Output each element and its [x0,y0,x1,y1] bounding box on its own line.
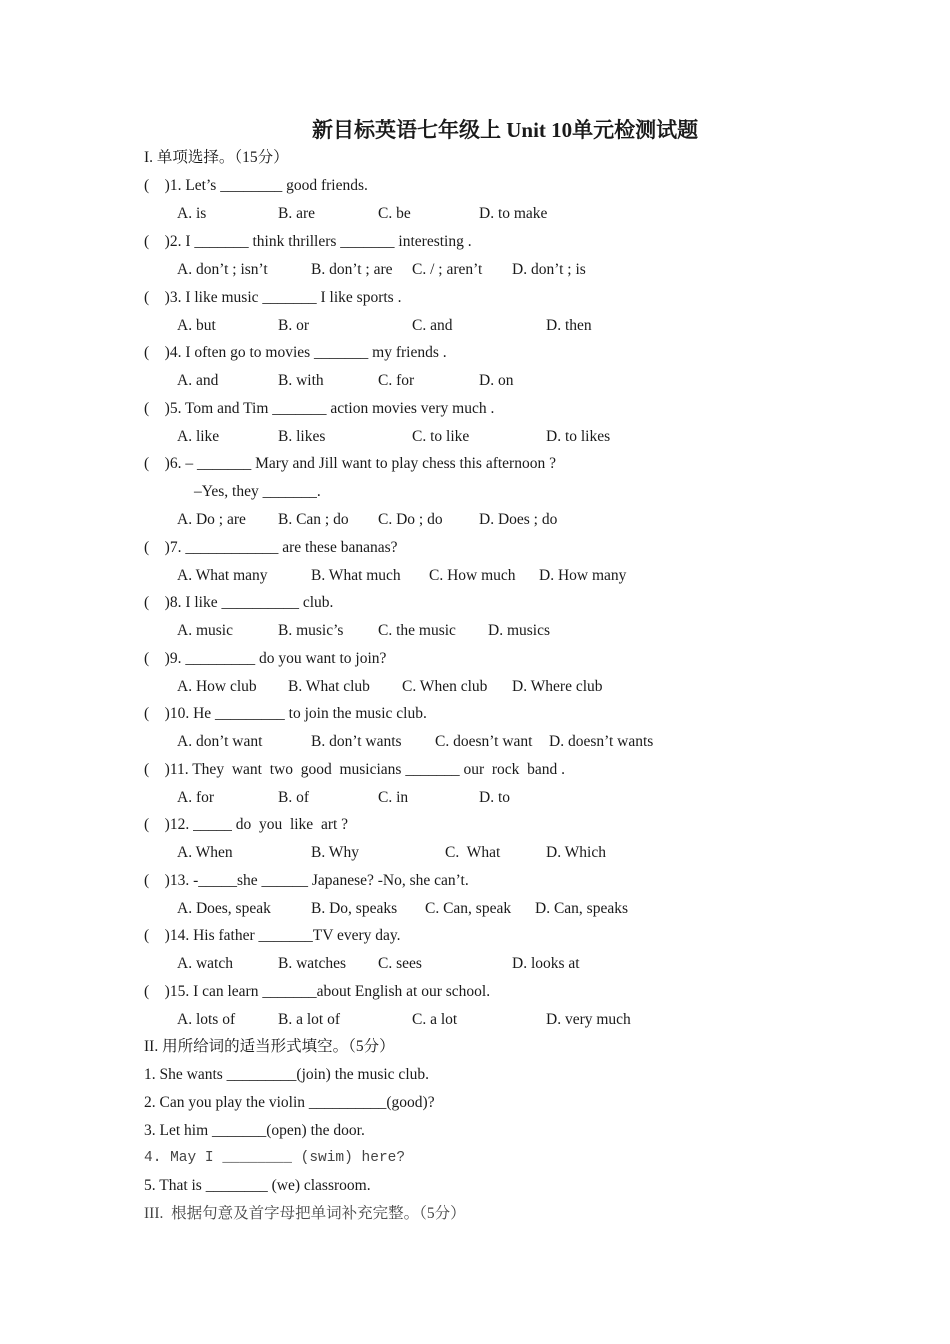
option-a: A. lots of [177,1011,236,1028]
option-b: B. Do, speaks [311,900,398,917]
option-a: A. How club [177,678,257,695]
question-3-options [0,314,950,338]
fill-item-3: 3. Let him _______(open) the door. [144,1122,365,1139]
option-b: B. are [278,205,316,222]
question-8: ( )8. I like __________ club. [144,594,334,611]
option-c: C. be [378,205,411,222]
option-b: B. music’s [278,622,344,639]
question-1: ( )1. Let’s ________ good friends. [144,177,368,194]
page-title: 新目标英语七年级上 Unit 10单元检测试题 [312,118,699,142]
option-a: A. Do ; are [177,511,246,528]
question-10: ( )10. He _________ to join the music club. [144,705,427,722]
option-b: B. What club [288,678,370,695]
question-14: ( )14. His father _______TV every day. [144,927,401,944]
question-10-options [0,730,950,754]
section-1-heading: I. 单项选择。（15分） [144,149,289,166]
option-b: B. watches [278,955,347,972]
option-b: B. or [278,317,309,334]
fill-item-2: 2. Can you play the violin __________(good)? [144,1094,435,1111]
option-c: C. sees [378,955,422,972]
question-11-options [0,786,950,810]
option-a: A. When [177,844,233,861]
question-7-options [0,564,950,588]
option-c: C. / ; aren’t [412,261,483,278]
question-5-options [0,425,950,449]
question-15: ( )15. I can learn _______about English at our school. [144,983,491,1000]
option-c: C. How much [429,567,516,584]
option-a: A. What many [177,567,268,584]
question-4-options [0,369,950,393]
option-a: A. music [177,622,233,639]
option-c: C. Do ; do [378,511,443,528]
option-b: B. of [278,789,309,806]
section-2-heading: II. 用所给词的适当形式填空。（5分） [144,1038,395,1055]
option-d: D. How many [539,567,627,584]
option-d: D. to likes [546,428,611,445]
option-c: C. and [412,317,453,334]
option-d: D. to make [479,205,548,222]
question-7: ( )7. ____________ are these bananas? [144,539,398,556]
question-3: ( )3. I like music _______ I like sports . [144,289,402,306]
option-a: A. don’t ; isn’t [177,261,268,278]
question-14-options [0,952,950,976]
option-b: B. What much [311,567,401,584]
option-c: C. doesn’t want [435,733,533,750]
option-b: B. Why [311,844,359,861]
option-b: B. don’t ; are [311,261,393,278]
option-d: D. then [546,317,592,334]
option-d: D. Which [546,844,606,861]
question-4: ( )4. I often go to movies _______ my friends . [144,344,447,361]
question-8-options [0,619,950,643]
option-a: A. Does, speak [177,900,271,917]
option-c: C. the music [378,622,456,639]
question-2: ( )2. I _______ think thrillers _______ interesting . [144,233,472,250]
option-a: A. and [177,372,219,389]
question-2-options [0,258,950,282]
option-d: D. on [479,372,514,389]
option-c: C. for [378,372,415,389]
option-a: A. is [177,205,207,222]
question-6-reply: –Yes, they _______. [194,483,321,500]
option-b: B. don’t wants [311,733,402,750]
option-a: A. but [177,317,216,334]
question-11: ( )11. They want two good musicians _______ our rock band . [144,761,566,778]
question-12-options [0,841,950,865]
option-d: D. doesn’t wants [549,733,654,750]
section-3-heading: III. 根据句意及首字母把单词补充完整。（5分） [144,1205,466,1222]
option-a: A. for [177,789,215,806]
question-13: ( )13. -_____she ______ Japanese? -No, she can’t. [144,872,469,889]
question-12: ( )12. _____ do you like art ? [144,816,349,833]
option-d: D. looks at [512,955,580,972]
option-d: D. don’t ; is [512,261,586,278]
option-c: C. What [445,844,501,861]
option-c: C. to like [412,428,470,445]
option-d: D. very much [546,1011,631,1028]
option-d: D. Where club [512,678,603,695]
option-d: D. Does ; do [479,511,558,528]
option-c: C. in [378,789,409,806]
option-b: B. likes [278,428,326,445]
option-a: A. like [177,428,220,445]
fill-item-1: 1. She wants _________(join) the music club. [144,1066,429,1083]
question-5: ( )5. Tom and Tim _______ action movies very much . [144,400,495,417]
question-15-options [0,1008,950,1032]
question-6: ( )6. – _______ Mary and Jill want to play chess this afternoon ? [144,455,556,472]
option-d: D. Can, speaks [535,900,628,917]
question-6-options [0,508,950,532]
option-c: C. Can, speak [425,900,512,917]
option-b: B. Can ; do [278,511,349,528]
option-c: C. a lot [412,1011,458,1028]
option-c: C. When club [402,678,488,695]
fill-item-5: 5. That is ________ (we) classroom. [144,1177,371,1194]
question-13-options [0,897,950,921]
question-9: ( )9. _________ do you want to join? [144,650,387,667]
question-1-options [0,202,950,226]
option-b: B. with [278,372,324,389]
question-9-options [0,675,950,699]
option-a: A. don’t want [177,733,263,750]
fill-item-4: 4. May I ________ (swim) here? [144,1150,406,1166]
option-b: B. a lot of [278,1011,340,1028]
option-d: D. to [479,789,510,806]
option-d: D. musics [488,622,550,639]
option-a: A. watch [177,955,233,972]
